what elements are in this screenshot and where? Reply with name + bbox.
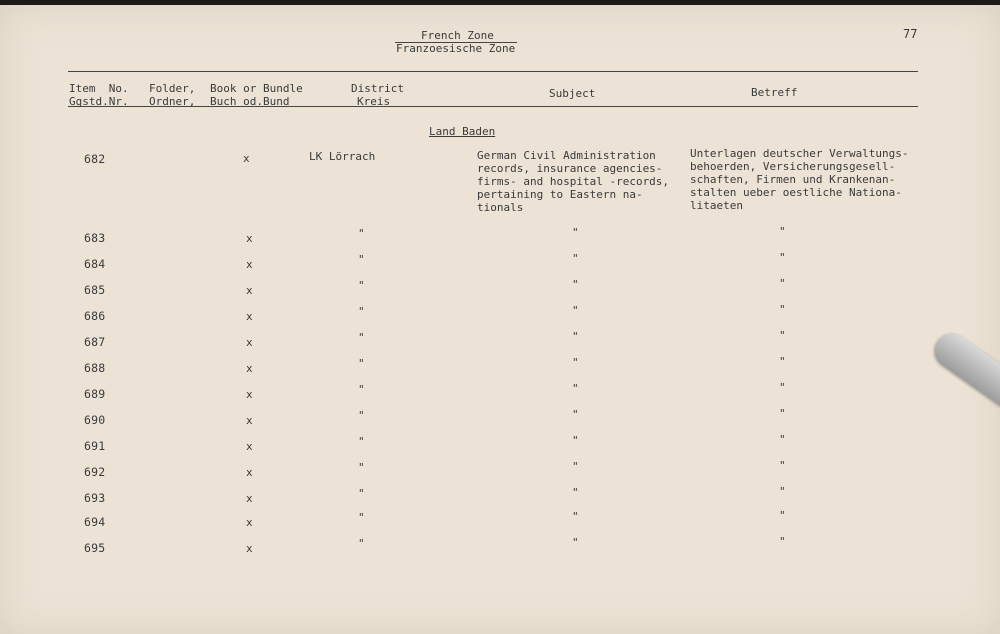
district-ditto: " — [358, 357, 365, 370]
book-mark: x — [243, 152, 250, 165]
book-mark: x — [246, 310, 253, 323]
betreff-ditto: " — [779, 535, 786, 548]
book-mark: x — [246, 258, 253, 271]
betreff-ditto: " — [779, 277, 786, 290]
col-betreff: Betreff — [751, 86, 798, 99]
subject-ditto: " — [572, 510, 579, 523]
district-value: LK Lörrach — [309, 150, 376, 163]
subject-ditto: " — [572, 252, 579, 265]
book-mark: x — [246, 336, 253, 349]
betreff-ditto: " — [779, 329, 786, 342]
col-folder: Folder, — [149, 82, 196, 95]
document-page — [0, 5, 1000, 634]
district-ditto: " — [358, 435, 365, 448]
betreff-text: Unterlagen deutscher Verwaltungs- behoerden, Versicherungsgesell- schaften, Firmen und Krankenan- stalten ueber oestliche Nationa- litaeten — [690, 147, 909, 212]
betreff-ditto: " — [779, 303, 786, 316]
item-number: 690 — [84, 413, 106, 427]
district-ditto: " — [358, 461, 365, 474]
district-ditto: " — [358, 409, 365, 422]
district-ditto: " — [358, 511, 365, 524]
book-mark: x — [246, 542, 253, 555]
item-number: 694 — [84, 515, 106, 529]
item-number: 691 — [84, 439, 106, 453]
subject-ditto: " — [572, 330, 579, 343]
district-ditto: " — [358, 537, 365, 550]
subject-ditto: " — [572, 382, 579, 395]
book-mark: x — [246, 414, 253, 427]
item-number: 684 — [84, 257, 106, 271]
betreff-ditto: " — [779, 485, 786, 498]
col-item-no-de: Ggstd.Nr. — [69, 95, 129, 108]
betreff-ditto: " — [779, 381, 786, 394]
betreff-ditto: " — [779, 459, 786, 472]
district-ditto: " — [358, 331, 365, 344]
book-mark: x — [246, 232, 253, 245]
subject-ditto: " — [572, 304, 579, 317]
section-heading: Land Baden — [429, 125, 496, 138]
item-number: 686 — [84, 309, 106, 323]
zone-title-de: Franzoesische Zone — [396, 42, 516, 55]
subject-ditto: " — [572, 356, 579, 369]
item-number: 693 — [84, 491, 106, 505]
betreff-ditto: " — [779, 509, 786, 522]
item-number: 683 — [84, 231, 106, 245]
subject-ditto: " — [572, 226, 579, 239]
district-ditto: " — [358, 227, 365, 240]
item-number: 688 — [84, 361, 106, 375]
book-mark: x — [246, 492, 253, 505]
subject-ditto: " — [572, 434, 579, 447]
betreff-ditto: " — [779, 433, 786, 446]
district-ditto: " — [358, 279, 365, 292]
betreff-ditto: " — [779, 251, 786, 264]
item-number: 687 — [84, 335, 106, 349]
col-folder-de: Ordner, — [149, 95, 196, 108]
item-number: 689 — [84, 387, 106, 401]
betreff-ditto: " — [779, 407, 786, 420]
book-mark: x — [246, 362, 253, 375]
book-mark: x — [246, 284, 253, 297]
col-book: Book or Bundle — [210, 82, 303, 95]
subject-ditto: " — [572, 278, 579, 291]
page-clip — [928, 327, 1000, 406]
subject-text: German Civil Administration records, insurance agencies- firms- and hospital -records, pertaining to Eastern na- tionals — [477, 149, 670, 214]
subject-ditto: " — [572, 486, 579, 499]
subject-ditto: " — [572, 536, 579, 549]
district-ditto: " — [358, 383, 365, 396]
col-district-de: Kreis — [357, 95, 391, 108]
book-mark: x — [246, 516, 253, 529]
col-district: District — [351, 82, 404, 95]
district-ditto: " — [358, 305, 365, 318]
zone-title-en: French Zone — [421, 29, 494, 42]
district-ditto: " — [358, 487, 365, 500]
subject-ditto: " — [572, 460, 579, 473]
col-book-de: Buch od.Bund — [210, 95, 290, 108]
col-item-no: Item No. — [69, 82, 129, 95]
item-number: 682 — [84, 152, 106, 166]
table-top-rule — [68, 71, 918, 72]
item-number: 685 — [84, 283, 106, 297]
book-mark: x — [246, 440, 253, 453]
book-mark: x — [246, 466, 253, 479]
item-number: 692 — [84, 465, 106, 479]
table-header-rule — [68, 106, 918, 107]
col-subject: Subject — [549, 87, 596, 100]
item-number: 695 — [84, 541, 106, 555]
subject-ditto: " — [572, 408, 579, 421]
district-ditto: " — [358, 253, 365, 266]
betreff-ditto: " — [779, 355, 786, 368]
book-mark: x — [246, 388, 253, 401]
page-number: 77 — [903, 27, 918, 41]
betreff-ditto: " — [779, 225, 786, 238]
